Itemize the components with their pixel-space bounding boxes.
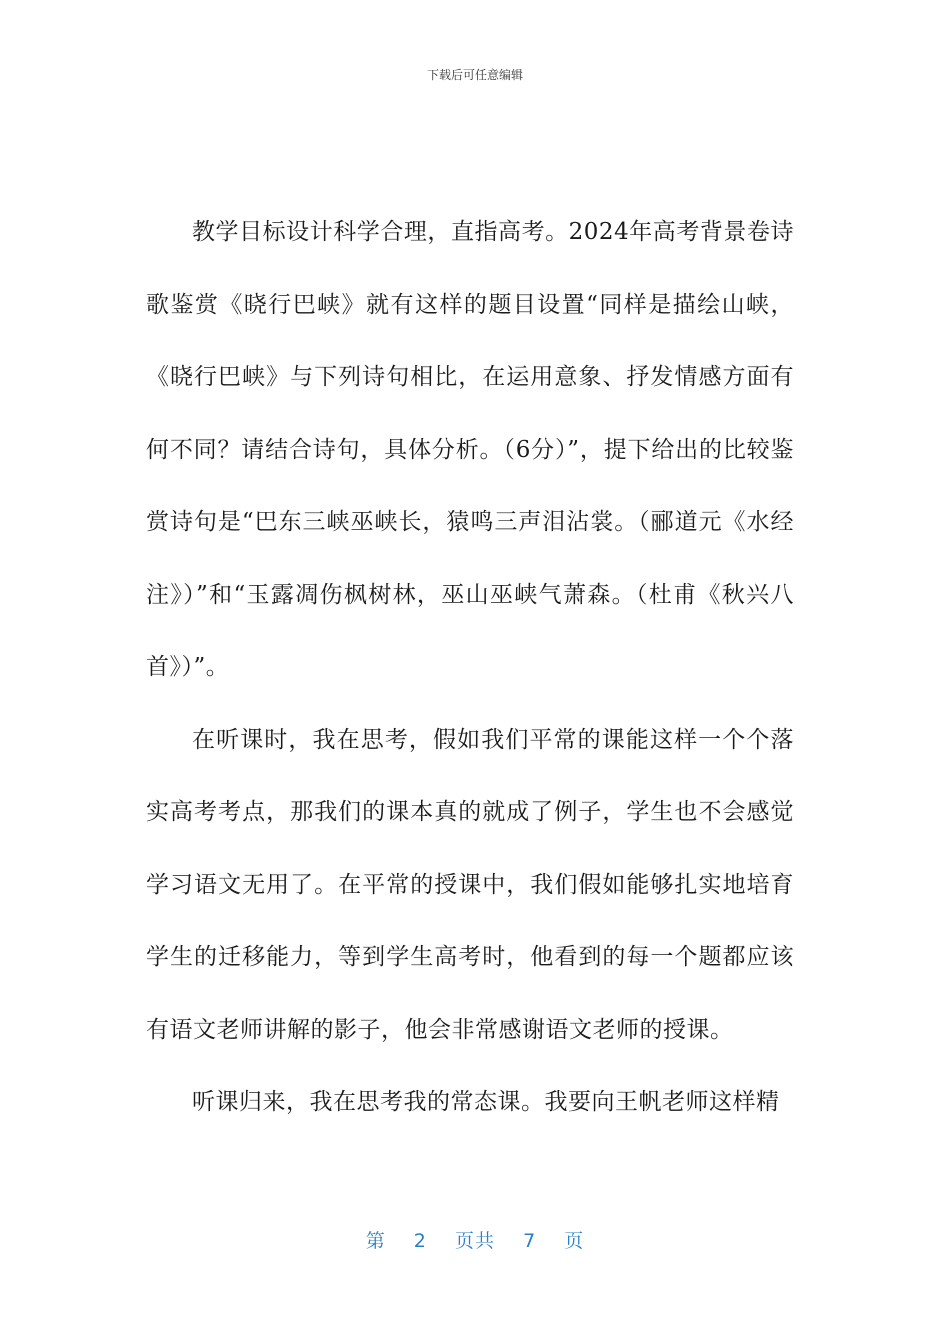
footer-suffix: 页 [564,1230,585,1252]
page-header: 下载后可任意编辑 [426,68,523,82]
footer-current-page: 2 [413,1230,427,1252]
paragraph-2: 在听课时，我在思考，假如我们平常的课能这样一个个落实高考考点，那我们的课本真的就成了例子，学生也不会感觉学习语文无用了。在平常的授课中，我们假如能够扎实地培育学生的迁移能力，等到学生高考时，他看到的每一个题都应该有语文老师讲解的影子，他会非常感谢语文老师的授课。 [146,726,794,1043]
document-body [146,196,794,1139]
paragraph-3: 听课归来，我在思考我的常态课。我要向王帆老师这样精 [192,1089,780,1115]
footer-middle: 页共 [454,1230,495,1252]
paragraph-1: 教学目标设计科学合理，直指高考。2024年高考背景卷诗歌鉴赏《晓行巴峡》就有这样的题目设置“同样是描绘山峡，《晓行巴峡》与下列诗句相比，在运用意象、抒发情感方面有何不同？请结合诗句，具体分析。（6分）”，提下给出的比较鉴赏诗句是“巴东三峡巫峡长，猿鸣三声泪沾裳。（郦道元《水经注》）”和“玉露凋伤枫树林，巫山巫峡气萧森。（杜甫《秋兴八首》）”。 [146,219,794,680]
footer-prefix: 第 [365,1230,386,1252]
footer-total-pages: 7 [523,1230,537,1252]
page-footer [0,1226,950,1253]
